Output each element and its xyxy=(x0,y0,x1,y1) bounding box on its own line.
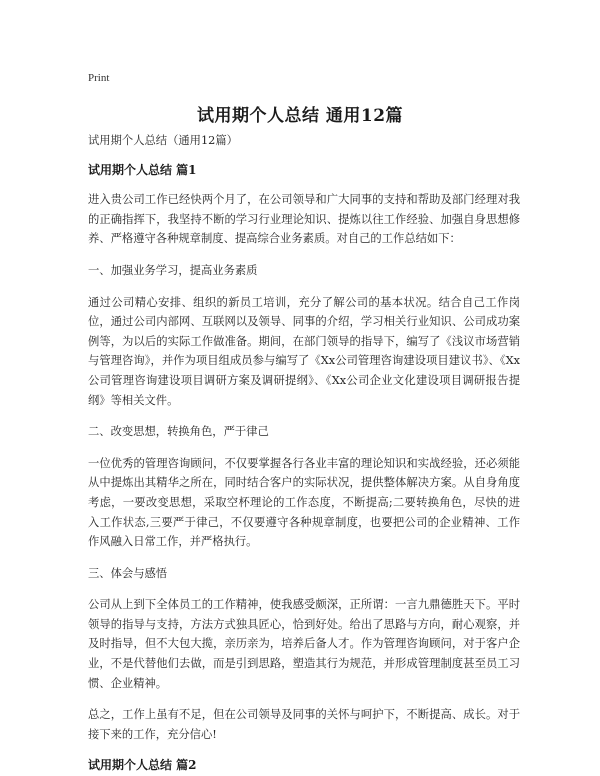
sub-heading-insight: 三、体会与感悟 xyxy=(88,566,168,580)
document-subtitle: 试用期个人总结（通用12篇） xyxy=(88,134,238,147)
insight-paragraph: 公司从上到下全体员工的工作精神，使我感受颇深，正所谓：一言九鼎德胜天下。平时领导的指导与支持，方法方式独具匠心，恰到好处。给出了思路与方向，耐心观察，并及时指导，但不大包大揽，亲历亲为，培养后备人才。作为管理咨询顾问，对于客户企业，不是代替他们去做，而是引到思路，塑造其行为规范，并形成管理制度甚至员工习惯、企业精神。 xyxy=(88,598,520,690)
document-body xyxy=(88,131,520,776)
section-heading-1: 试用期个人总结 篇1 xyxy=(88,162,197,177)
sub-heading-change: 二、改变思想，转换角色，严于律己 xyxy=(88,425,269,439)
sub-heading-study: 一、加强业务学习，提高业务素质 xyxy=(88,263,258,277)
study-paragraph: 通过公司精心安排、组织的新员工培训，充分了解公司的基本状况。结合自己工作岗位，通过公司内部网、互联网以及领导、同事的介绍，学习相关行业知识、公司成功案例等，为以后的实际工作做准备。期间，在部门领导的指导下，编写了《浅议市场营销与管理咨询》，并作为项目组成员参与编写了《Xx公司管理咨询建设项目建议书》、《Xx公司管理咨询建设项目调研方案及调研提纲》、《Xx公司企业文化建设项目调研报告提纲》等相关文件。 xyxy=(88,295,520,407)
change-paragraph: 一位优秀的管理咨询顾问，不仅要掌握各行各业丰富的理论知识和实战经验，还必须能从中提炼出其精华之所在，同时结合客户的实际状况，提供整体解决方案。从自身角度考虑，一要改变思想，采取空杯理论的工作态度，不断提高;二要转换角色，尽快的进入工作状态,三要严于律己，不仅要遵守各种规章制度，也要把公司的企业精神、工作作风融入日常工作，并严格执行。 xyxy=(88,456,520,549)
print-link[interactable]: Print xyxy=(88,72,110,84)
section-heading-2: 试用期个人总结 篇2 xyxy=(88,758,197,773)
intro-paragraph: 进入贵公司工作已经快两个月了，在公司领导和广大同事的支持和帮助及部门经理对我的正确指挥下，我坚持不断的学习行业理论知识、提炼以往工作经验、加强自身思想修养、严格遵守各种规章制度、提高综合业务素质。对自己的工作总结如下： xyxy=(88,193,520,246)
document-title: 试用期个人总结 通用12篇 xyxy=(196,106,404,126)
summary-paragraph: 总之，工作上虽有不足，但在公司领导及同事的关怀与呵护下，不断提高、成长。对于接下来的工作，充分信心! xyxy=(88,708,520,741)
